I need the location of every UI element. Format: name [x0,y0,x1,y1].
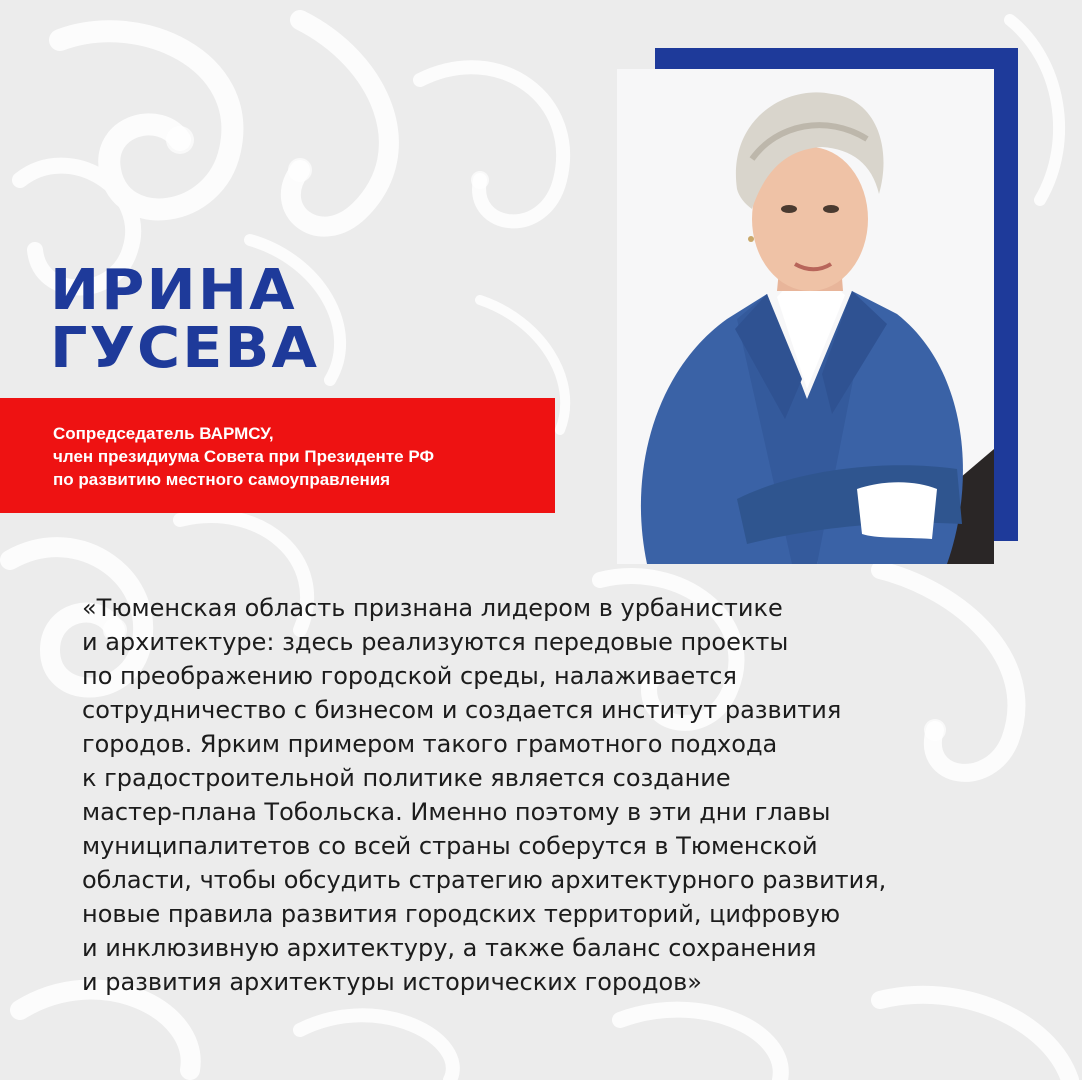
role-line: по развитию местного самоуправления [53,470,391,489]
role-line: член президиума Совета при Президенте РФ [53,447,434,466]
quote-text [82,591,1042,999]
quote-line: мастер-плана Тобольска. Именно поэтому в эти дни главы [82,798,831,826]
portrait-photo [617,69,994,564]
quote-line: к градостроительной политике является создание [82,764,731,792]
last-name: ГУСЕВА [50,316,320,381]
quote-line: сотрудничество с бизнесом и создается институт развития [82,696,842,724]
role-banner [0,398,555,513]
person-name [50,258,320,381]
portrait-illustration [617,69,994,564]
quote-line: городов. Ярким примером такого грамотного подхода [82,730,778,758]
quote-line: области, чтобы обсудить стратегию архитектурного развития, [82,866,887,894]
role-line: Сопредседатель ВАРМСУ, [53,424,274,443]
role-text [53,422,543,491]
quote-line: «Тюменская область признана лидером в урбанистике [82,594,783,622]
quote-line: новые правила развития городских территорий, цифровую [82,900,841,928]
quote-line: и развития архитектуры исторических городов» [82,968,702,996]
quote-line: и архитектуре: здесь реализуются передовые проекты [82,628,789,656]
quote-line: муниципалитетов со всей страны соберутся в Тюменской [82,832,818,860]
quote-line: по преображению городской среды, налаживается [82,662,737,690]
quote-line: и инклюзивную архитектуру, а также баланс сохранения [82,934,817,962]
first-name: ИРИНА [50,258,297,323]
